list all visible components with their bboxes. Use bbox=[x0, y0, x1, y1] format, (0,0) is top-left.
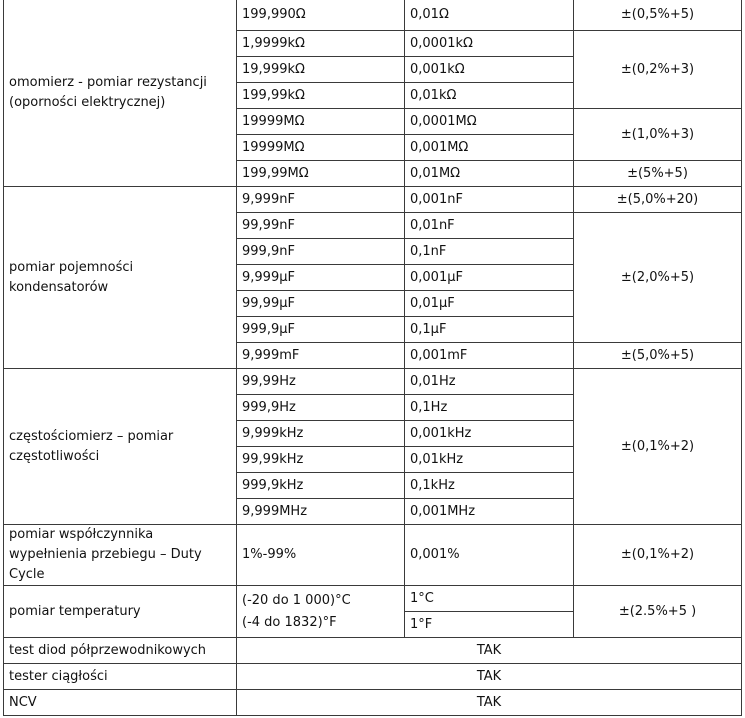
range-cell: 99,99kHz bbox=[237, 447, 405, 473]
range-cell: 19999MΩ bbox=[237, 109, 405, 135]
resolution-cell: 0,01nF bbox=[405, 213, 574, 239]
resolution-cell: 0,01µF bbox=[405, 291, 574, 317]
range-cell: 199,990Ω bbox=[237, 0, 405, 31]
range-cell bbox=[237, 586, 405, 638]
table-row bbox=[4, 586, 742, 612]
feature-label: NCV bbox=[4, 690, 237, 716]
specification-table bbox=[3, 0, 742, 716]
resolution-cell: 0,1kHz bbox=[405, 473, 574, 499]
range-cell: 19,999kΩ bbox=[237, 57, 405, 83]
accuracy-cell: ±(5%+5) bbox=[574, 161, 742, 187]
accuracy-cell: ±(1,0%+3) bbox=[574, 109, 742, 161]
range-cell: 999,9µF bbox=[237, 317, 405, 343]
range-cell: 99,99µF bbox=[237, 291, 405, 317]
feature-value: TAK bbox=[237, 664, 742, 690]
resolution-cell: 0,01kΩ bbox=[405, 83, 574, 109]
table-row bbox=[4, 525, 742, 586]
resolution-cell: 0,001µF bbox=[405, 265, 574, 291]
feature-label: tester ciągłości bbox=[4, 664, 237, 690]
table-row bbox=[4, 664, 742, 690]
range-cell: 9,999mF bbox=[237, 343, 405, 369]
resolution-cell: 0,1Hz bbox=[405, 395, 574, 421]
range-cell: 9,999MHz bbox=[237, 499, 405, 525]
accuracy-cell: ±(0,5%+5) bbox=[574, 0, 742, 31]
resolution-cell: 0,001mF bbox=[405, 343, 574, 369]
range-cell: 199,99kΩ bbox=[237, 83, 405, 109]
resolution-cell: 0,001MHz bbox=[405, 499, 574, 525]
resolution-cell: 0,001kHz bbox=[405, 421, 574, 447]
range-cell: 19999MΩ bbox=[237, 135, 405, 161]
resolution-cell: 0,001nF bbox=[405, 187, 574, 213]
accuracy-cell: ±(5,0%+5) bbox=[574, 343, 742, 369]
range-cell: 9,999nF bbox=[237, 187, 405, 213]
measurement-label-temperature: pomiar temperatury bbox=[4, 586, 237, 638]
feature-value: TAK bbox=[237, 638, 742, 664]
range-cell: 199,99MΩ bbox=[237, 161, 405, 187]
resolution-cell: 0,001% bbox=[405, 525, 574, 586]
measurement-label-resistance: omomierz - pomiar rezystancji (oporności elektrycznej) bbox=[4, 0, 237, 187]
measurement-label-duty-cycle: pomiar współczynnika wypełnienia przebiegu – Duty Cycle bbox=[4, 525, 237, 586]
resolution-cell: 0,01Ω bbox=[405, 0, 574, 31]
table-row bbox=[4, 638, 742, 664]
resolution-cell: 0,01kHz bbox=[405, 447, 574, 473]
table-row bbox=[4, 690, 742, 716]
feature-label: test diod półprzewodnikowych bbox=[4, 638, 237, 664]
resolution-cell: 0,001MΩ bbox=[405, 135, 574, 161]
resolution-cell: 0,1µF bbox=[405, 317, 574, 343]
accuracy-cell: ±(0,1%+2) bbox=[574, 369, 742, 525]
accuracy-cell: ±(2,0%+5) bbox=[574, 213, 742, 343]
range-cell: 9,999kHz bbox=[237, 421, 405, 447]
table-row bbox=[4, 369, 742, 395]
table-row bbox=[4, 0, 742, 31]
range-fahrenheit: (-4 do 1832)°F bbox=[242, 614, 337, 630]
range-celsius: (-20 do 1 000)°C bbox=[242, 592, 351, 608]
accuracy-cell: ±(0,2%+3) bbox=[574, 31, 742, 109]
accuracy-cell: ±(5,0%+20) bbox=[574, 187, 742, 213]
resolution-cell: 0,0001kΩ bbox=[405, 31, 574, 57]
resolution-cell: 0,0001MΩ bbox=[405, 109, 574, 135]
range-cell: 1,9999kΩ bbox=[237, 31, 405, 57]
range-cell: 1%-99% bbox=[237, 525, 405, 586]
resolution-cell: 0,01Hz bbox=[405, 369, 574, 395]
measurement-label-capacitance: pomiar pojemności kondensatorów bbox=[4, 187, 237, 369]
table-row bbox=[4, 187, 742, 213]
resolution-cell: 1°C bbox=[405, 586, 574, 612]
range-cell: 99,99Hz bbox=[237, 369, 405, 395]
feature-value: TAK bbox=[237, 690, 742, 716]
range-cell: 999,9nF bbox=[237, 239, 405, 265]
range-cell: 9,999µF bbox=[237, 265, 405, 291]
resolution-cell: 0,001kΩ bbox=[405, 57, 574, 83]
range-cell: 999,9kHz bbox=[237, 473, 405, 499]
resolution-cell: 0,1nF bbox=[405, 239, 574, 265]
accuracy-cell: ±(0,1%+2) bbox=[574, 525, 742, 586]
measurement-label-frequency: częstościomierz – pomiar częstotliwości bbox=[4, 369, 237, 525]
range-cell: 999,9Hz bbox=[237, 395, 405, 421]
accuracy-cell: ±(2.5%+5 ) bbox=[574, 586, 742, 638]
range-cell: 99,99nF bbox=[237, 213, 405, 239]
resolution-cell: 1°F bbox=[405, 612, 574, 638]
resolution-cell: 0,01MΩ bbox=[405, 161, 574, 187]
